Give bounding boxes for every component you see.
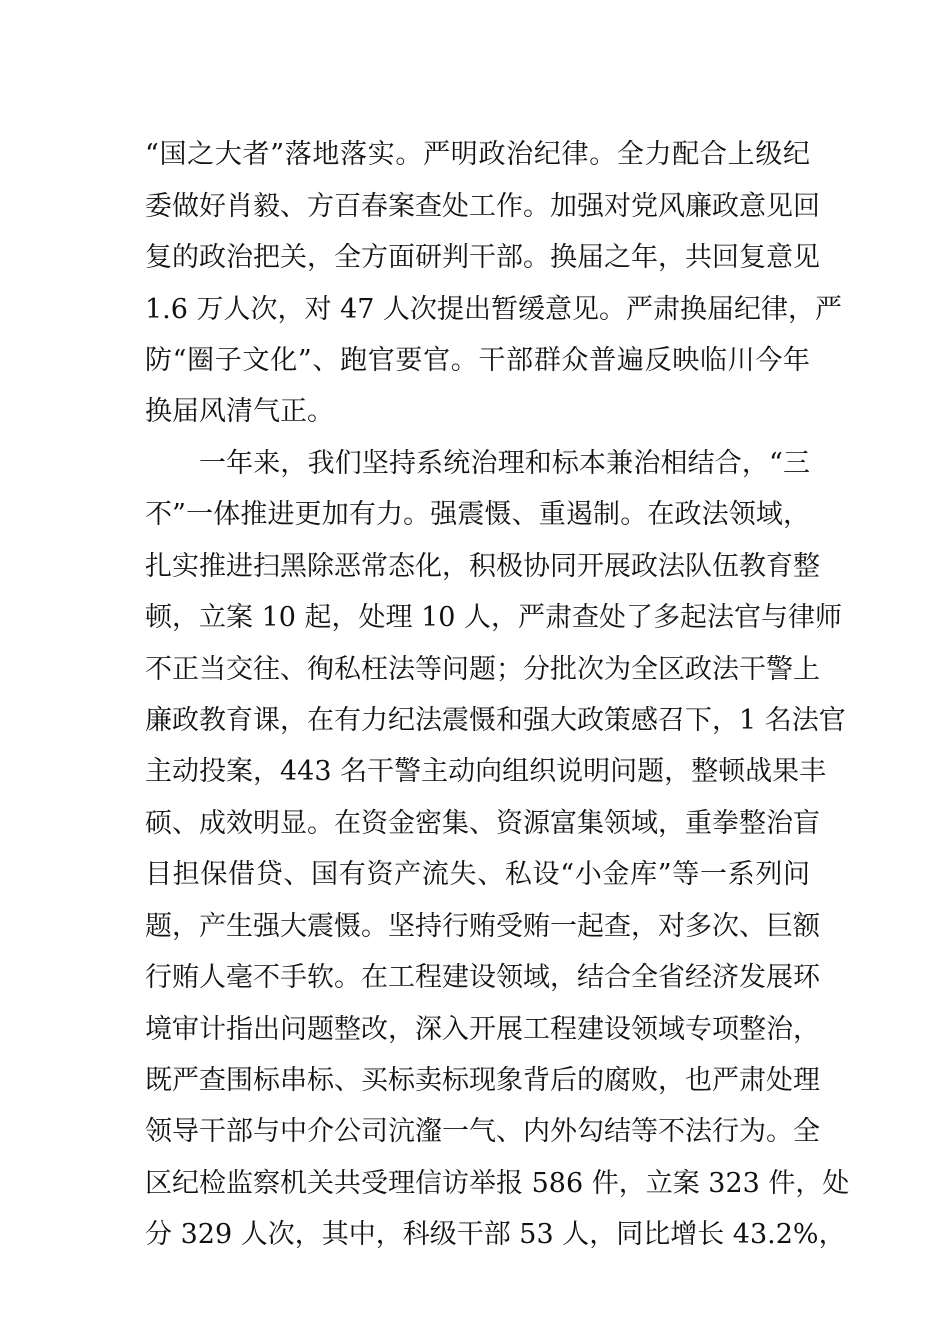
text-line: 顿，立案 10 起，处理 10 人，严肃查处了多起法官与律师	[145, 602, 843, 633]
text-line: 防“圈子文化”、跑官要官。干部群众普遍反映临川今年	[145, 345, 810, 376]
text-line: 扎实推进扫黑除恶常态化，积极协同开展政法队伍教育整	[145, 551, 820, 582]
text-line: 题，产生强大震慑。坚持行贿受贿一起查，对多次、巨额	[145, 911, 820, 942]
text-line: 区纪检监察机关共受理信访举报 586 件，立案 323 件，处	[145, 1168, 850, 1199]
text-line: 不正当交往、徇私枉法等问题；分批次为全区政法干警上	[145, 654, 820, 685]
text-line: “国之大者”落地落实。严明政治纪律。全力配合上级纪	[145, 139, 810, 170]
text-line: 境审计指出问题整改，深入开展工程建设领域专项整治，	[145, 1014, 820, 1045]
paragraph-first-line: 一年来，我们坚持系统治理和标本兼治相结合，“三	[199, 448, 810, 479]
text-line: 领导干部与中介公司沆瀣一气、内外勾结等不法行为。全	[145, 1116, 820, 1147]
text-line: 换届风清气正。	[145, 396, 334, 427]
text-line: 不”一体推进更加有力。强震慑、重遏制。在政法领域，	[145, 499, 810, 530]
text-line: 分 329 人次，其中，科级干部 53 人，同比增长 43.2%，	[145, 1219, 846, 1250]
text-line: 复的政治把关，全方面研判干部。换届之年，共回复意见	[145, 242, 820, 273]
text-line: 委做好肖毅、方百春案查处工作。加强对党风廉政意见回	[145, 191, 820, 222]
text-line: 廉政教育课，在有力纪法震慑和强大政策感召下，1 名法官	[145, 705, 846, 736]
text-line: 1.6 万人次，对 47 人次提出暂缓意见。严肃换届纪律，严	[145, 294, 843, 325]
text-line: 主动投案，443 名干警主动向组织说明问题，整顿战果丰	[145, 756, 827, 787]
text-line: 目担保借贷、国有资产流失、私设“小金库”等一系列问	[145, 859, 810, 890]
text-line: 行贿人毫不手软。在工程建设领域，结合全省经济发展环	[145, 962, 820, 993]
text-line: 既严查围标串标、买标卖标现象背后的腐败，也严肃处理	[145, 1065, 820, 1096]
text-line: 硕、成效明显。在资金密集、资源富集领域，重拳整治盲	[145, 808, 820, 839]
